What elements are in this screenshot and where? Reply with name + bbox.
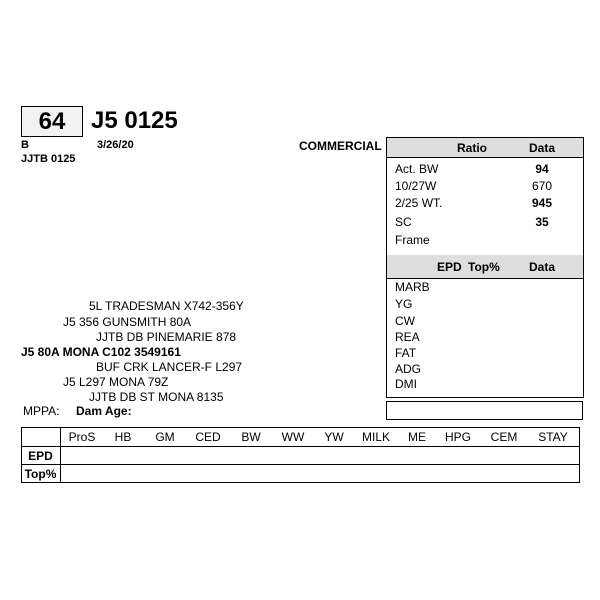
ratio-row-value: 35	[535, 215, 549, 229]
pedigree-dam-sire: BUF CRK LANCER-F L297	[96, 360, 243, 374]
epd-row-label: REA	[395, 330, 420, 344]
grid-line	[60, 427, 61, 483]
ratio-panel	[386, 137, 584, 257]
grid-column-header: ProS	[68, 430, 96, 444]
lot-number: 64	[21, 106, 83, 137]
grid-column-header: MILK	[361, 430, 390, 444]
epd-row-label: FAT	[395, 346, 417, 360]
epd-row-label: ADG	[395, 362, 422, 376]
ratio-row-label: Frame	[395, 233, 430, 247]
pedigree-animal: J5 80A MONA C102 3549161	[21, 345, 181, 359]
epd-grid	[21, 427, 580, 483]
tag-id: JJTB 0125	[21, 153, 76, 165]
grid-column-header: CED	[195, 430, 221, 444]
pedigree-sire-dam: JJTB DB PINEMARIE 878	[96, 330, 237, 344]
ratio-row-label: 2/25 WT.	[395, 196, 443, 210]
grid-column-header: HPG	[444, 430, 471, 444]
pedigree-dam-dam: JJTB DB ST MONA 8135	[89, 390, 224, 404]
epd-row-label: YG	[395, 297, 413, 311]
dam-age-label: Dam Age:	[76, 404, 132, 418]
grid-column-header: HB	[114, 430, 132, 444]
ratio-row-label: SC	[395, 215, 412, 229]
epd-row-label: DMI	[395, 377, 417, 391]
grid-column-header: YW	[324, 430, 344, 444]
grid-line	[21, 427, 580, 428]
grid-row-label-epd: EPD	[28, 449, 53, 463]
grid-column-header: STAY	[538, 430, 568, 444]
ratio-panel-header	[387, 138, 583, 158]
birth-date: 3/26/20	[97, 139, 134, 151]
grid-line	[579, 427, 580, 483]
grid-row-label-top-pct: Top%	[24, 467, 57, 481]
pedigree-dam: J5 L297 MONA 79Z	[63, 375, 169, 389]
epd-header: EPD	[437, 260, 462, 274]
ratio-row-value: 94	[535, 162, 549, 176]
grid-line	[21, 482, 580, 483]
ratio-row-value: 670	[531, 179, 553, 193]
animal-id: J5 0125	[91, 107, 178, 134]
data-header: Data	[529, 141, 556, 155]
sex-code: B	[21, 139, 29, 151]
grid-column-header: GM	[155, 430, 175, 444]
grid-column-header: ME	[408, 430, 426, 444]
pedigree-sire: J5 356 GUNSMITH 80A	[63, 315, 192, 329]
grid-column-header: WW	[281, 430, 305, 444]
ratio-row-label: Act. BW	[395, 162, 439, 176]
ratio-row-label: 10/27W	[395, 179, 437, 193]
pedigree-sire-sire: 5L TRADESMAN X742-356Y	[89, 299, 244, 313]
grid-column-header: CEM	[490, 430, 518, 444]
grid-line	[21, 446, 580, 447]
blank-box	[386, 401, 583, 420]
grid-column-header: BW	[241, 430, 261, 444]
category-label: COMMERCIAL	[299, 139, 382, 153]
ratio-row-value: 945	[531, 196, 553, 210]
epd-row-label: CW	[395, 314, 415, 328]
top-pct-header: Top%	[468, 260, 500, 274]
ratio-header: Ratio	[457, 141, 487, 155]
data-header: Data	[529, 260, 556, 274]
grid-line	[21, 464, 580, 465]
epd-row-label: MARB	[395, 280, 430, 294]
epd-panel	[386, 255, 584, 398]
epd-panel-header	[387, 255, 583, 279]
mppa-label: MPPA:	[23, 404, 60, 418]
